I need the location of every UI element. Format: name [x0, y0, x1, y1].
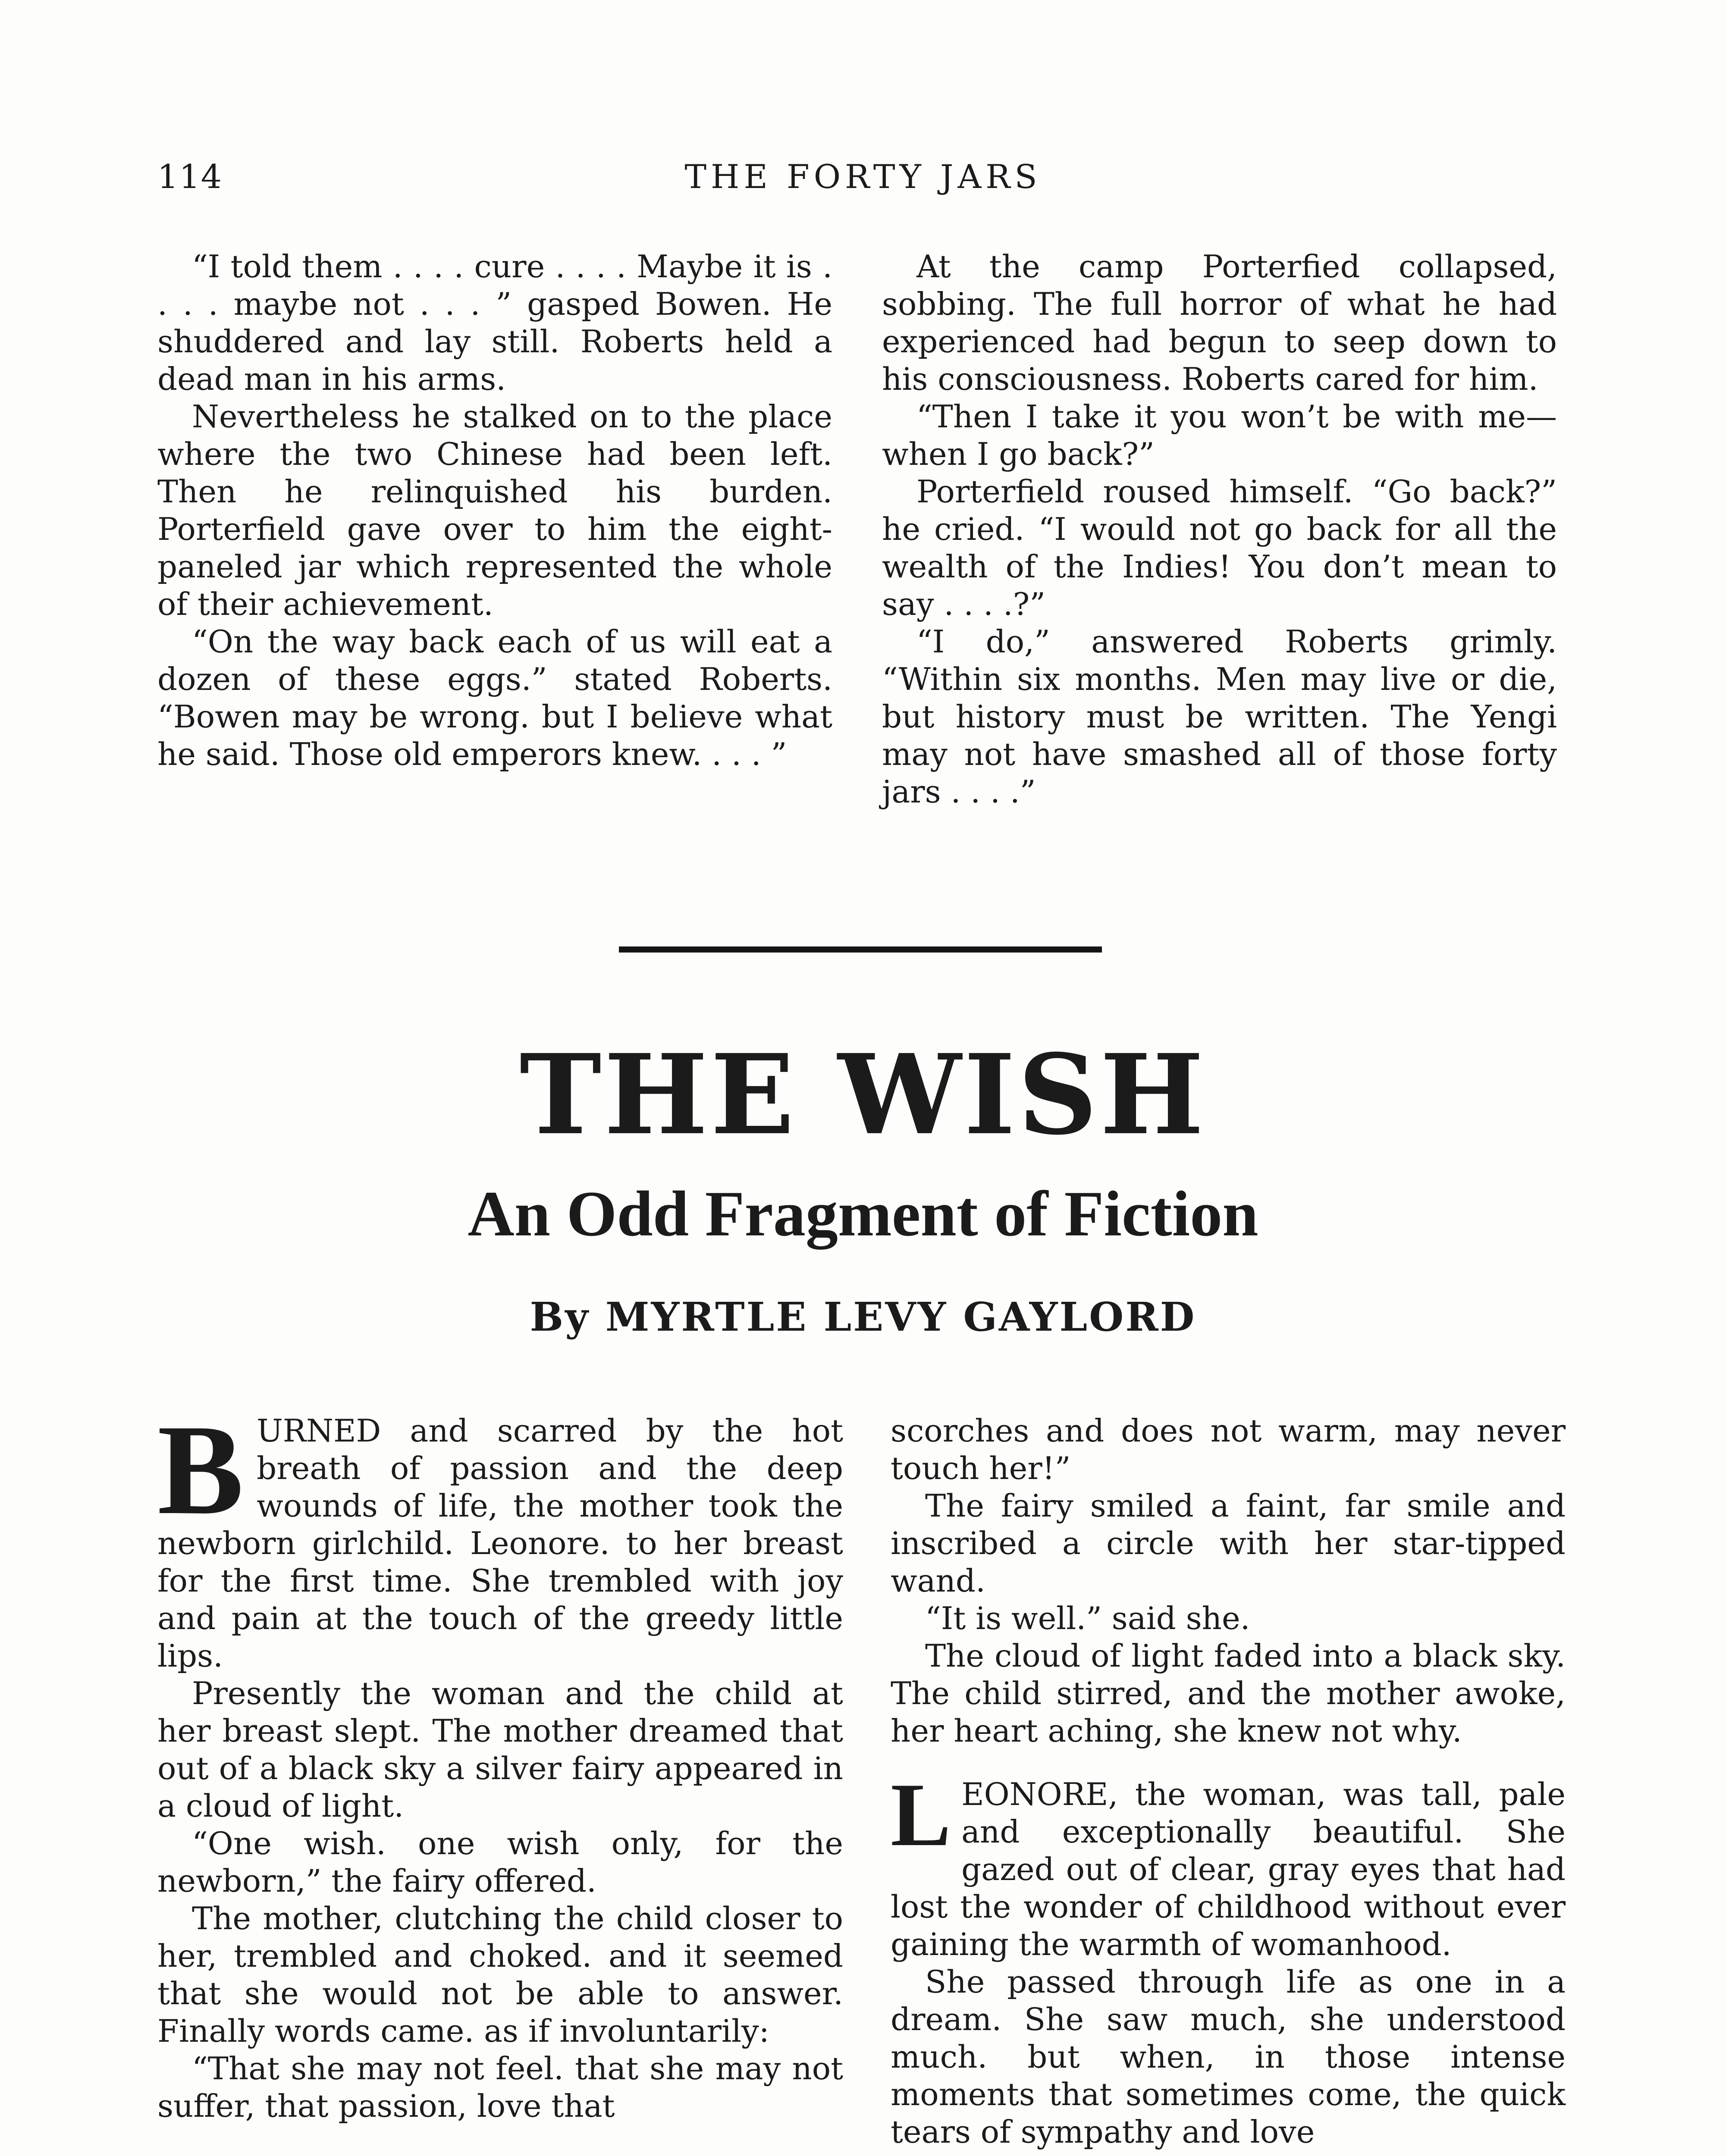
story-title: THE WISH: [519, 1031, 1207, 1159]
paragraph: “One wish. one wish only, for the newborn,” the fairy offered.: [157, 1825, 843, 1899]
paragraph: The mother, clutching the child closer to her, trembled and choked. and it seemed that she would not be able to answer. Finally words came. as if involuntarily:: [157, 1900, 843, 2049]
story-left-column: [157, 1398, 843, 2125]
story-right-column: [891, 1412, 1566, 2151]
paragraph: At the camp Porterfied collapsed, sobbing. The full horror of what he had experienced had begun to seep down to his consciousness. Roberts cared for him.: [882, 248, 1557, 397]
paragraph: Nevertheless he stalked on to the place where the two Chinese had been left. Then he relinquished his burden. Porterfield gave over to him the eight-paneled jar which represented the whole of their achievement.: [157, 398, 832, 622]
paragraph: Presently the woman and the child at her breast slept. The mother dreamed that out of a black sky a silver fairy appeared in a cloud of light.: [157, 1675, 843, 1824]
opening-paragraph: [157, 1398, 843, 1675]
section-drop-cap: L: [891, 1765, 951, 1865]
paragraph: “On the way back each of us will eat a dozen of these eggs.” stated Roberts. “Bowen may be wrong. but I believe what he said. Those old emperors knew. . . . ”: [157, 624, 832, 772]
page-number: 114: [157, 157, 223, 196]
story-byline: By MYRTLE LEVY GAYLORD: [530, 1294, 1196, 1340]
paragraph: “I told them . . . . cure . . . . Maybe it is . . . . maybe not . . . ” gasped Bowen. He shuddered and lay still. Roberts held a dead man in his arms.: [157, 248, 832, 397]
paragraph: Porterfield roused himself. “Go back?” he cried. “I would not go back for all the wealth of the Indies! You don’t mean to say . . . .?”: [882, 473, 1557, 622]
paragraph-continuation: scorches and does not warm, may never touch her!”: [891, 1413, 1566, 1486]
page-header: [0, 157, 1726, 209]
drop-cap: B: [157, 1398, 244, 1541]
paragraph: The cloud of light faded into a black sky. The child stirred, and the mother awoke, her heart aching, she knew not why.: [891, 1638, 1566, 1749]
paragraph: “It is well.” said she.: [925, 1600, 1250, 1636]
section-opening-paragraph: [891, 1765, 1566, 1963]
story-subtitle: An Odd Fragment of Fiction: [468, 1178, 1258, 1250]
running-head: THE FORTY JARS: [684, 157, 1042, 196]
paragraph: She passed through life as one in a dream. She saw much, she understood much. but when, in those intense moments that sometimes come, the quick tears of sympathy and love: [891, 1964, 1566, 2150]
previous-story-right-column: [882, 248, 1557, 811]
previous-story-left-column: [157, 248, 832, 773]
opening-paragraph-text: URNED and scarred by the hot breath of passion and the deep wounds of life, the mother took the newborn girlchild. Leonore. to her breast for the first time. She trembled with joy and pain at the touch of the greedy little lips.: [157, 1413, 843, 1674]
paragraph: The fairy smiled a faint, far smile and inscribed a circle with her star-tipped wand.: [891, 1488, 1566, 1599]
paragraph: “That she may not feel. that she may not suffer, that passion, love that: [157, 2050, 843, 2124]
paragraph: “I do,” answered Roberts grimly. “Within six months. Men may live or die, but history must be written. The Yengi may not have smashed all of those forty jars . . . .”: [882, 624, 1557, 810]
paragraph: “Then I take it you won’t be with me—when I go back?”: [882, 398, 1557, 472]
section-opening-text: EONORE, the woman, was tall, pale and exceptionally beautiful. She gazed out of clear, gray eyes that had lost the wonder of childhood without ever gaining the warmth of womanhood.: [891, 1776, 1566, 1962]
section-divider-rule: [619, 946, 1102, 953]
